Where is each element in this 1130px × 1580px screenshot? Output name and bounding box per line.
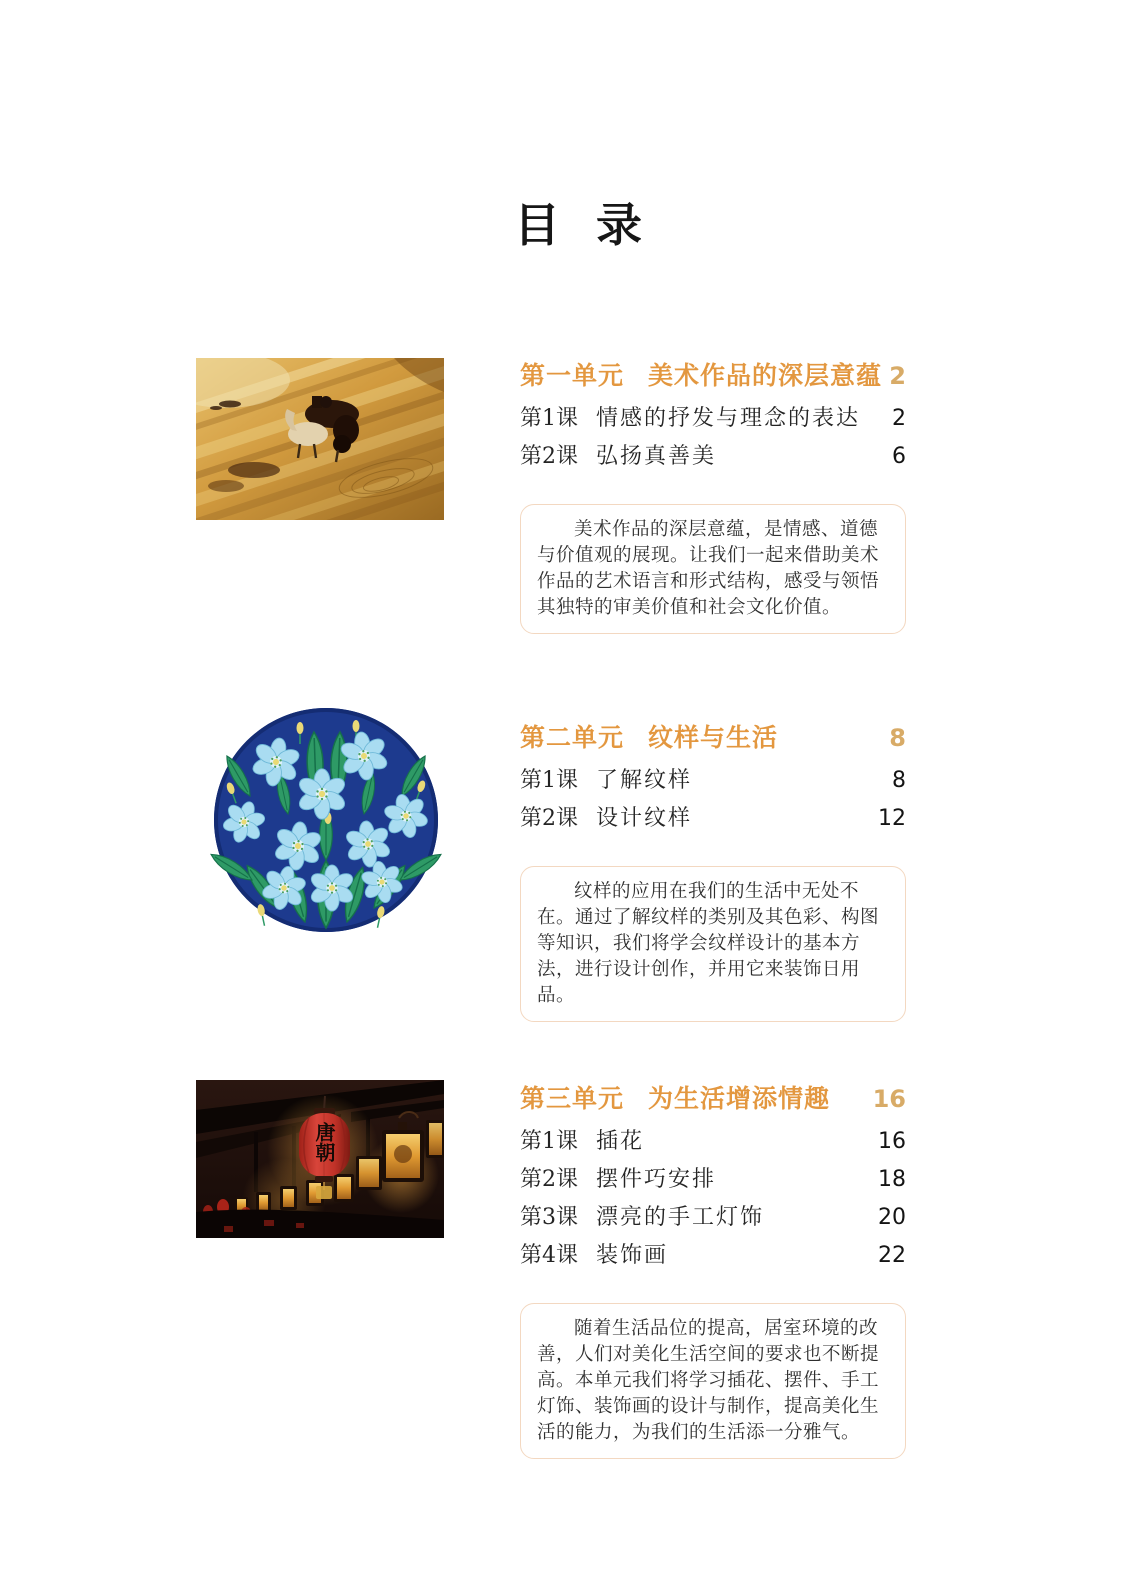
unit-2-description: 纹样的应用在我们的生活中无处不在。通过了解纹样的类别及其色彩、构图等知识，我们将学会纹样设计的基本方法，进行设计创作，并用它来装饰日用品。 [537, 881, 880, 1006]
lesson-page-number: 20 [878, 1205, 906, 1230]
harvest-painting-illustration [196, 358, 444, 520]
unit-1-header [520, 360, 906, 392]
lesson-label: 第1课 [520, 406, 578, 431]
lesson-label: 第2课 [520, 806, 578, 831]
lesson-title: 漂亮的手工灯饰 [596, 1205, 765, 1230]
unit-2-header [520, 722, 906, 754]
unit-3-header [520, 1083, 906, 1115]
unit-2-section [520, 722, 906, 1022]
lesson-title: 装饰画 [596, 1243, 669, 1268]
lesson-title: 情感的抒发与理念的表达 [596, 406, 861, 431]
unit-1-description: 美术作品的深层意蕴，是情感、道德与价值观的展现。让我们一起来借助美术作品的艺术语言和形式结构，感受与领悟其独特的审美价值和社会文化价值。 [537, 519, 880, 618]
unit-1-section [520, 360, 906, 634]
lesson-label: 第2课 [520, 1167, 578, 1192]
lesson-label: 第4课 [520, 1243, 578, 1268]
lantern-street-illustration [196, 1080, 444, 1238]
unit-3-number: 第三单元 [520, 1084, 625, 1113]
page-title: 目 录 [514, 197, 645, 252]
lesson-page-number: 12 [878, 806, 906, 831]
lesson-row [520, 1205, 906, 1231]
lesson-title: 摆件巧安排 [596, 1167, 717, 1192]
unit-1-description-box [520, 504, 906, 634]
unit-1-title: 美术作品的深层意蕴 [648, 361, 883, 390]
lantern-calligraphy-text: 唐朝 [312, 1122, 336, 1162]
unit-3-description: 随着生活品位的提高，居室环境的改善，人们对美化生活空间的要求也不断提高。本单元我们将学习插花、摆件、手工灯饰、装饰画的设计与制作，提高美化生活的能力，为我们的生活添一分雅气。 [537, 1318, 880, 1443]
unit-1-number: 第一单元 [520, 361, 625, 390]
lesson-label: 第1课 [520, 768, 578, 793]
unit-3-description-box [520, 1303, 906, 1459]
unit-1-lesson-list [520, 406, 906, 470]
lesson-label: 第3课 [520, 1205, 578, 1230]
lesson-label: 第1课 [520, 1129, 578, 1154]
lesson-row [520, 1243, 906, 1269]
unit-3-lesson-list [520, 1129, 906, 1269]
lesson-title: 了解纹样 [596, 768, 693, 793]
unit-2-number: 第二单元 [520, 723, 625, 752]
lesson-page-number: 22 [878, 1243, 906, 1268]
unit-2-lesson-list [520, 768, 906, 832]
lesson-title: 插花 [596, 1129, 645, 1154]
unit3-lantern-photo-image [196, 1080, 444, 1238]
lesson-row [520, 768, 906, 794]
lesson-row [520, 1129, 906, 1155]
lesson-page-number: 18 [878, 1167, 906, 1192]
lesson-title: 弘扬真善美 [596, 444, 717, 469]
unit-2-page-number: 8 [889, 724, 906, 752]
lesson-label: 第2课 [520, 444, 578, 469]
unit2-floral-pattern-image [210, 704, 442, 936]
lesson-page-number: 6 [892, 444, 906, 469]
unit-2-title: 纹样与生活 [648, 723, 779, 752]
lesson-page-number: 8 [892, 768, 906, 793]
unit1-harvest-painting-image [196, 358, 444, 520]
unit-3-page-number: 16 [872, 1085, 906, 1113]
unit-3-title: 为生活增添情趣 [648, 1084, 831, 1113]
lesson-title: 设计纹样 [596, 806, 693, 831]
floral-pattern-medallion [210, 704, 442, 936]
lesson-row [520, 444, 906, 470]
lesson-page-number: 2 [892, 406, 906, 431]
lesson-row [520, 1167, 906, 1193]
unit-1-page-number: 2 [889, 362, 906, 390]
unit-3-section [520, 1083, 906, 1459]
lesson-page-number: 16 [878, 1129, 906, 1154]
unit-2-description-box [520, 866, 906, 1022]
lesson-row [520, 806, 906, 832]
lesson-row [520, 406, 906, 432]
